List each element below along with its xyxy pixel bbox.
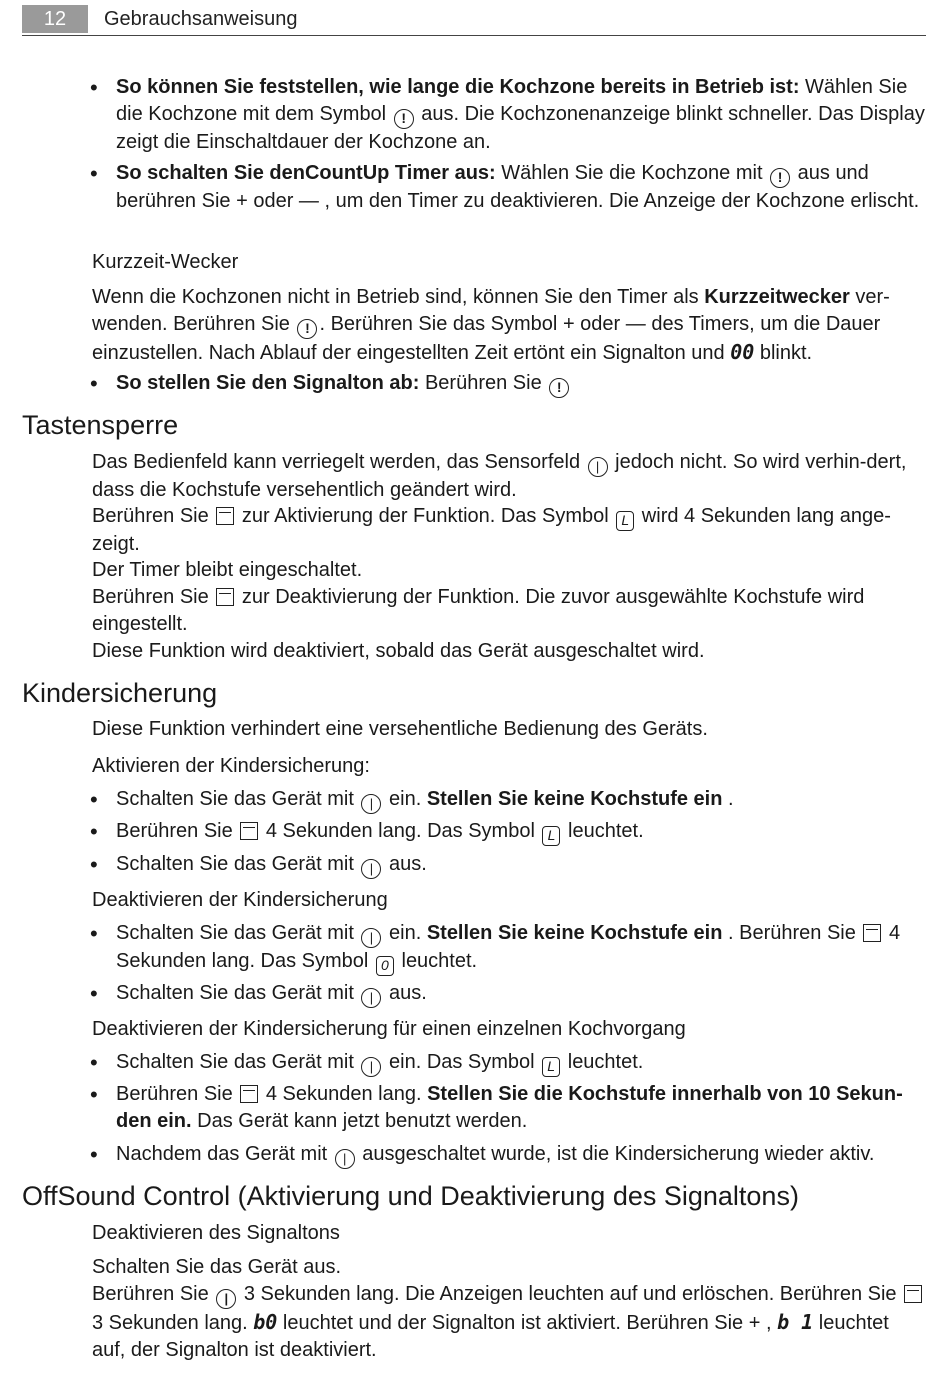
list-item: • Berühren Sie 4 Sekunden lang. Das Symbol L leuchtet. bbox=[116, 818, 926, 846]
list-item: • So stellen Sie den Signalton ab: Berühren Sie ! bbox=[116, 370, 926, 398]
display-b1: b 1 bbox=[777, 1310, 814, 1334]
power-icon: | bbox=[335, 1149, 355, 1169]
lock-indicator-icon: L bbox=[542, 826, 560, 846]
lock-key-icon bbox=[216, 507, 234, 525]
timer-symbol-icon: ! bbox=[549, 378, 569, 398]
power-icon: | bbox=[361, 928, 381, 948]
lock-key-icon bbox=[904, 1285, 922, 1303]
header-title: Gebrauchsanweisung bbox=[104, 8, 298, 30]
subheading-deaktivieren: Deaktivieren der Kindersicherung bbox=[92, 889, 388, 911]
subheading-kurzzeit-wecker: Kurzzeit-Wecker bbox=[92, 251, 239, 273]
lock-key-icon bbox=[863, 924, 881, 942]
power-icon: | bbox=[361, 859, 381, 879]
paragraph: Diese Funktion wird deaktiviert, sobald das Gerät ausgeschaltet wird. bbox=[92, 640, 705, 662]
subheading-einzelner-kochvorgang: Deaktivieren der Kindersicherung für einen einzelnen Kochvorgang bbox=[92, 1018, 686, 1040]
timer-symbol-icon: ! bbox=[297, 319, 317, 339]
zero-indicator-icon: 0 bbox=[376, 956, 394, 976]
list-item: • Schalten Sie das Gerät mit | ein. Stellen Sie keine Kochstufe ein . Berühren Sie 4 Sekunden lang. Das Symbol 0 leuchtet. bbox=[116, 920, 926, 976]
subheading-aktivieren: Aktivieren der Kindersicherung: bbox=[92, 755, 370, 777]
paragraph: Diese Funktion verhindert eine versehentliche Bedienung des Geräts. bbox=[92, 718, 708, 740]
minus-icon: — bbox=[298, 190, 319, 212]
timer-symbol-icon: ! bbox=[394, 109, 414, 129]
lock-key-icon bbox=[240, 1085, 258, 1103]
plus-icon: + bbox=[748, 1312, 761, 1334]
page-number: 12 bbox=[22, 5, 88, 33]
power-icon: | bbox=[361, 794, 381, 814]
page-header bbox=[22, 3, 926, 36]
plus-icon: + bbox=[562, 313, 575, 335]
list-item: • So schalten Sie denCountUp Timer aus: Wählen Sie die Kochzone mit ! aus und berühren Sie + oder — , um den Timer zu deaktivieren. Die Anzeige der Kochzone erlischt. bbox=[116, 160, 926, 215]
list-item: • Schalten Sie das Gerät mit | aus. bbox=[116, 980, 926, 1008]
display-b0: b0 bbox=[253, 1310, 278, 1334]
power-icon: | bbox=[216, 1289, 236, 1309]
timer-symbol-icon: ! bbox=[770, 168, 790, 188]
paragraph: Wenn die Kochzonen nicht in Betrieb sind, können Sie den Timer als Kurzzeitwecker ver-wenden. Berühren Sie ! . Berühren Sie das Symbol + oder — des Timers, um die Dauer einzustellen. Nach Ablauf der eingestellten Zeit ertönt ein Signalton und 00 blinkt. bbox=[92, 286, 890, 364]
paragraph: Berühren Sie | 3 Sekunden lang. Die Anzeigen leuchten auf und erlöschen. Berühren Sie 3 Sekunden lang. b0 leuchtet und der Signalton ist aktiviert. Berühren Sie + , b 1 leuchtet auf, der Signalton ist deaktiviert. bbox=[92, 1281, 926, 1364]
paragraph: Der Timer bleibt eingeschaltet. bbox=[92, 559, 363, 581]
list-item: • Schalten Sie das Gerät mit | ein. Stellen Sie keine Kochstufe ein . bbox=[116, 786, 926, 814]
paragraph: Berühren Sie zur Deaktivierung der Funktion. Die zuvor ausgewählte Kochstufe wird eingestellt. bbox=[92, 586, 865, 635]
subheading-signalton: Deaktivieren des Signaltons bbox=[92, 1222, 340, 1244]
power-icon: | bbox=[361, 1057, 381, 1077]
paragraph: Berühren Sie zur Aktivierung der Funktion. Das Symbol L wird 4 Sekunden lang ange-zeigt. bbox=[92, 505, 891, 555]
plus-icon: + bbox=[236, 190, 248, 212]
list-item: • Schalten Sie das Gerät mit | aus. bbox=[116, 851, 926, 879]
list-item: • So können Sie feststellen, wie lange die Kochzone bereits in Betrieb ist: Wählen Sie die Kochzone mit dem Symbol ! aus. Die Kochzonenanzeige blinkt schneller. Das Display zeigt die Einschaltdauer der Kochzone an. bbox=[116, 74, 926, 156]
paragraph: Schalten Sie das Gerät aus. bbox=[92, 1256, 342, 1278]
list-item: • Berühren Sie 4 Sekunden lang. Stellen Sie die Kochstufe innerhalb von 10 Sekun-den ein. Das Gerät kann jetzt benutzt werden. bbox=[116, 1081, 926, 1135]
minus-icon: — bbox=[625, 313, 646, 335]
lock-indicator-icon: L bbox=[616, 511, 634, 531]
heading-kindersicherung: Kindersicherung bbox=[22, 678, 218, 708]
list-item: • Schalten Sie das Gerät mit | ein. Das Symbol L leuchtet. bbox=[116, 1049, 926, 1077]
lock-key-icon bbox=[240, 822, 258, 840]
power-icon: | bbox=[588, 457, 608, 477]
lock-indicator-icon: L bbox=[542, 1057, 560, 1077]
power-icon: | bbox=[361, 988, 381, 1008]
lock-key-icon bbox=[216, 588, 234, 606]
heading-offsound-control: OffSound Control (Aktivierung und Deaktivierung des Signaltons) bbox=[22, 1181, 799, 1211]
display-00: 00 bbox=[730, 340, 755, 364]
list-item: • Nachdem das Gerät mit | ausgeschaltet wurde, ist die Kindersicherung wieder aktiv. bbox=[116, 1141, 926, 1169]
paragraph: Das Bedienfeld kann verriegelt werden, das Sensorfeld | jedoch nicht. So wird verhin-dert, dass die Kochstufe versehentlich geändert wird. bbox=[92, 451, 907, 501]
heading-tastensperre: Tastensperre bbox=[22, 410, 179, 440]
